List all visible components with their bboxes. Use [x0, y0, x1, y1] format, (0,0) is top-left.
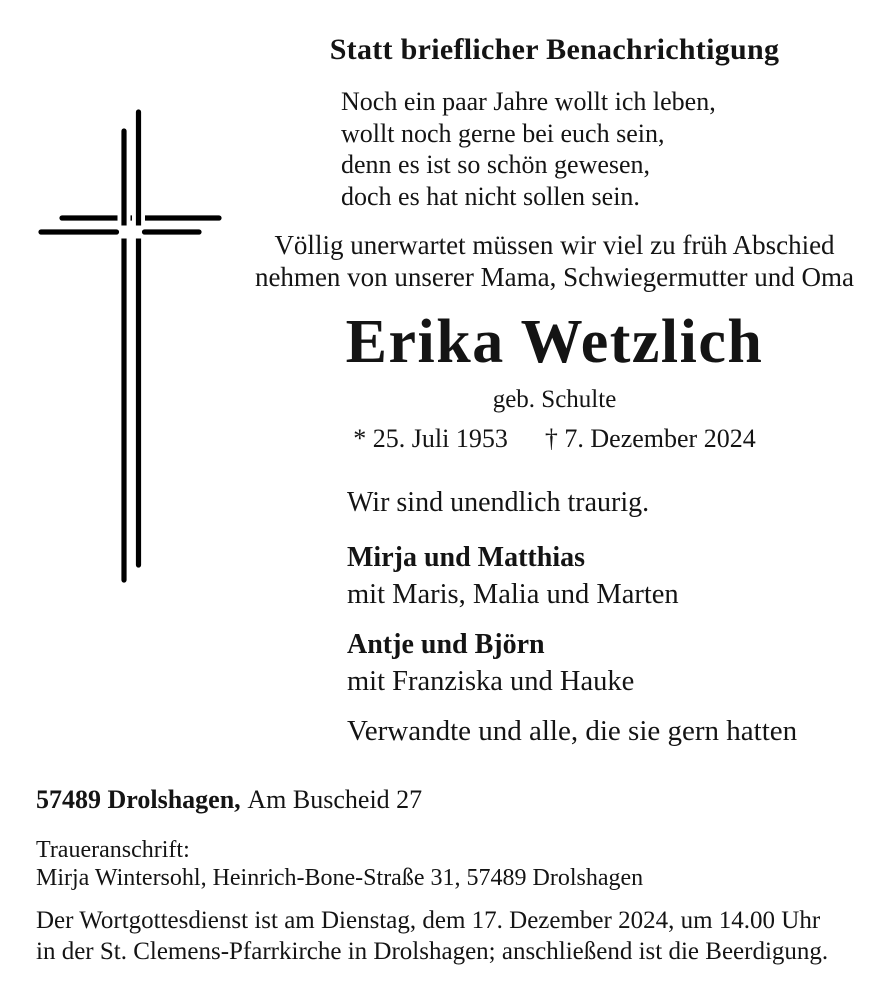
maiden-name: geb. Schulte — [492, 386, 617, 413]
relatives-line: Verwandte und alle, die sie gern hatten — [347, 715, 798, 747]
mourner-names: Mirja und Matthias — [347, 542, 585, 573]
life-dates — [212, 424, 895, 454]
mourner-names: Antje und Björn — [347, 629, 545, 660]
birth-date: * 25. Juli 1953 — [353, 424, 508, 453]
poem-line: denn es ist so schön gewesen, — [341, 150, 651, 179]
poem-line: Noch ein paar Jahre wollt ich leben, — [341, 87, 716, 116]
condolence-block — [36, 837, 643, 892]
residence-line — [36, 785, 422, 815]
service-line: Der Wortgottesdienst ist am Dienstag, dem 17. Dezember 2024, um 14.00 Uhr — [36, 907, 821, 934]
mourner-children: mit Maris, Malia und Marten — [347, 579, 679, 610]
intro-line: nehmen von unserer Mama, Schwiegermutter und Oma — [254, 262, 855, 292]
deceased-name: Erika Wetzlich — [345, 308, 764, 376]
condolence-address: Mirja Wintersohl, Heinrich-Bone-Straße 31, 57489 Drolshagen — [36, 864, 644, 891]
residence-street: Am Buscheid 27 — [247, 785, 423, 814]
memorial-poem — [341, 86, 716, 212]
intro-line: Völlig unerwartet müssen wir viel zu früh Abschied — [274, 230, 835, 260]
poem-line: wollt noch gerne bei euch sein, — [341, 118, 665, 148]
service-info — [36, 906, 828, 967]
condolence-label: Traueranschrift: — [36, 837, 190, 863]
residence-city: 57489 Drolshagen, — [36, 785, 241, 814]
grief-line: Wir sind unendlich traurig. — [347, 487, 650, 518]
intro-text — [212, 229, 895, 293]
service-line: in der St. Clemens-Pfarrkirche in Drolshagen; anschließend ist die Beerdigung. — [36, 937, 829, 965]
death-date: † 7. Dezember 2024 — [544, 424, 756, 453]
notice-header: Statt brieflicher Benachrichtigung — [329, 33, 780, 66]
mourner-children: mit Franziska und Hauke — [347, 666, 635, 697]
poem-line: doch es hat nicht sollen sein. — [341, 181, 640, 211]
